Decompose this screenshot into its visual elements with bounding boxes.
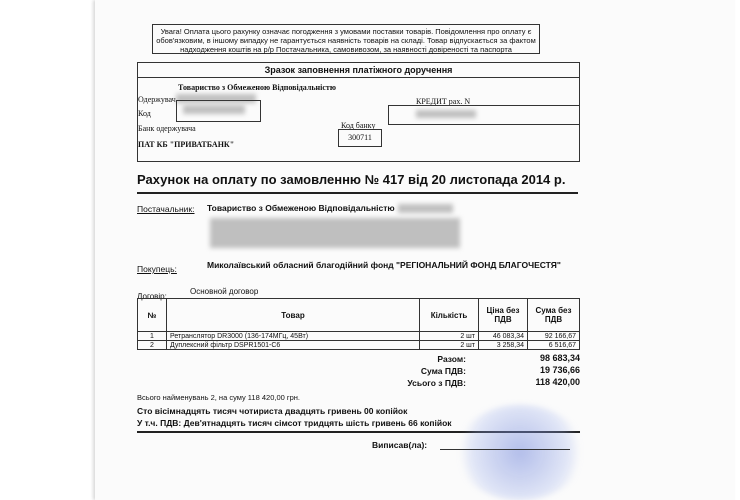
payment-sample-box xyxy=(137,62,580,162)
subtotal-label: Разом: xyxy=(437,354,466,364)
col-header-item: Товар xyxy=(167,299,420,332)
supplier-details-redacted xyxy=(210,218,460,248)
credit-label: КРЕДИТ рах. N xyxy=(416,97,471,106)
items-table xyxy=(137,298,580,350)
subtotal-value: 98 683,34 xyxy=(539,353,580,363)
warning-notice xyxy=(152,24,540,54)
items-count-line: Всього найменувань 2, на суму 118 420,00 грн. xyxy=(137,393,301,402)
signature-label: Виписав(ла): xyxy=(372,440,428,450)
account-redacted xyxy=(416,110,476,118)
table-row xyxy=(138,341,580,350)
col-header-quantity: Кількість xyxy=(420,299,479,332)
payment-sample-title: Зразок заповнення платіжного доручення xyxy=(264,65,453,75)
recipient-label: Одержувач xyxy=(138,95,176,104)
total-label: Усього з ПДВ: xyxy=(407,378,466,388)
supplier-name: Товариство з Обмеженою Відповідальністю xyxy=(207,203,395,213)
supplier-redacted xyxy=(398,204,453,213)
warning-line: Увага! Оплата цього рахунку означає погодження з умовами поставки товарів. Повідомлення про оплату є xyxy=(160,27,532,36)
col-header-sum: Сума без ПДВ xyxy=(528,299,580,332)
invoice-title: Рахунок на оплату по замовленню № 417 від 20 листопада 2014 р. xyxy=(137,172,566,187)
vat-value: 19 736,66 xyxy=(539,365,580,375)
row-price: 46 083,34 xyxy=(479,332,528,341)
row-number: 1 xyxy=(138,332,167,341)
row-unit: шт xyxy=(466,341,475,349)
code-label: Код xyxy=(138,109,151,118)
row-quantity xyxy=(420,332,479,341)
stamp-image xyxy=(455,405,585,500)
divider xyxy=(138,77,579,78)
recipient-name: Товариство з Обмеженою Відповідальністю xyxy=(178,83,336,92)
row-qty-value: 2 xyxy=(460,332,465,340)
buyer-label: Покупець: xyxy=(137,264,177,274)
row-number: 2 xyxy=(138,341,167,350)
row-qty-value: 2 xyxy=(460,341,465,349)
row-quantity xyxy=(420,341,479,350)
buyer-name: Миколаївський обласний благодійний фонд "РЕГІОНАЛЬНИЙ ФОНД БЛАГОЧЕСТЯ" xyxy=(207,260,561,270)
bank-label: Банк одержувача xyxy=(138,124,196,133)
row-sum: 92 166,67 xyxy=(528,332,580,341)
code-redacted xyxy=(183,105,245,114)
row-item: Дуплексний фільтр DSPR1501-C6 xyxy=(167,341,420,350)
warning-line: надходження коштів на р/р Постачальника, самовивозом, за наявності довіреності та паспорта xyxy=(180,45,512,55)
vat-in-words: У т.ч. ПДВ: Дев'ятнадцять тисяч сімсот тридцять шість гривень 66 копійок xyxy=(137,418,452,428)
supplier-label: Постачальник: xyxy=(137,204,195,214)
col-header-price: Ціна без ПДВ xyxy=(479,299,528,332)
bank-name: ПАТ КБ "ПРИВАТБАНК" xyxy=(138,140,235,149)
bank-code-label: Код банку xyxy=(341,121,376,130)
warning-line: обов'язковим, в іншому випадку не гарантується наявність товарів на складі. Товар відпускається за фактом xyxy=(156,36,536,46)
row-price: 3 258,34 xyxy=(479,341,528,350)
table-row xyxy=(138,332,580,341)
total-value: 118 420,00 xyxy=(535,377,580,387)
row-sum: 6 516,67 xyxy=(528,341,580,350)
row-item: Ретранслятор DR3000 (136-174МГц, 45Вт) xyxy=(167,332,420,341)
signature-line xyxy=(440,449,570,450)
contract-value: Основной договор xyxy=(190,287,259,296)
bank-code: 300711 xyxy=(338,129,382,147)
table-header-row xyxy=(138,299,580,332)
row-unit: шт xyxy=(466,332,475,340)
amount-in-words: Сто вісімнадцять тисяч чотириста двадцять гривень 00 копійок xyxy=(137,406,408,416)
col-header-number: № xyxy=(138,299,167,332)
title-underline xyxy=(137,192,578,194)
contract-label: Договір: xyxy=(137,292,167,301)
vat-label: Сума ПДВ: xyxy=(420,366,466,376)
